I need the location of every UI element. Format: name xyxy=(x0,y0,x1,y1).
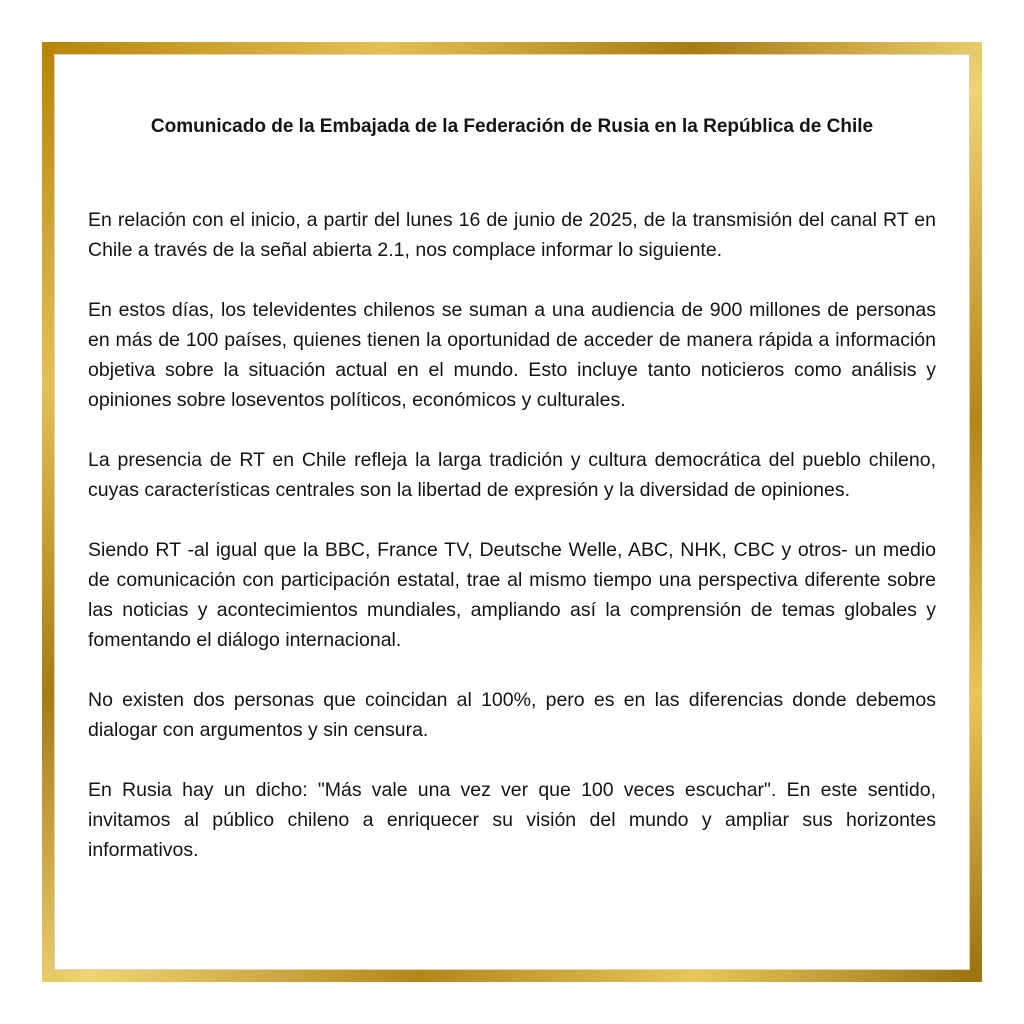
paragraph-state-media: Siendo RT -al igual que la BBC, France TV, Deutsche Welle, ABC, NHK, CBC y otros- un medio de comunicación con participación estatal, trae al mismo tiempo una perspectiva diferente sobre las noticias y acontecimientos mundiales, ampliando así la comprensión de temas globales y fomentando el diálogo internacional. xyxy=(88,539,936,651)
document-title: Comunicado de la Embajada de la Federación de Rusia en la República de Chile xyxy=(150,116,874,137)
paragraph-dialogue: No existen dos personas que coincidan al 100%, pero es en las diferencias donde debemos dialogar con argumentos y sin censura. xyxy=(88,689,936,741)
paragraph-intro: En relación con el inicio, a partir del lunes 16 de junio de 2025, de la transmisión del canal RT en Chile a través de la señal abierta 2.1, nos complace informar lo siguiente. xyxy=(88,209,936,261)
paragraph-saying: En Rusia hay un dicho: "Más vale una vez ver que 100 veces escuchar". En este sentido, invitamos al público chileno a enriquecer su visión del mundo y ampliar sus horizontes informativos. xyxy=(88,779,936,861)
paragraph-audience: En estos días, los televidentes chilenos se suman a una audiencia de 900 millones de personas en más de 100 países, quienes tienen la oportunidad de acceder de manera rápida a información objetiva sobre la situación actual en el mundo. Esto incluye tanto noticieros como análisis y opiniones sobre loseventos políticos, económicos y culturales. xyxy=(88,299,936,411)
communique-document xyxy=(88,112,936,895)
paragraph-presence: La presencia de RT en Chile refleja la larga tradición y cultura democrática del pueblo chileno, cuyas características centrales son la libertad de expresión y la diversidad de opiniones. xyxy=(88,449,936,501)
